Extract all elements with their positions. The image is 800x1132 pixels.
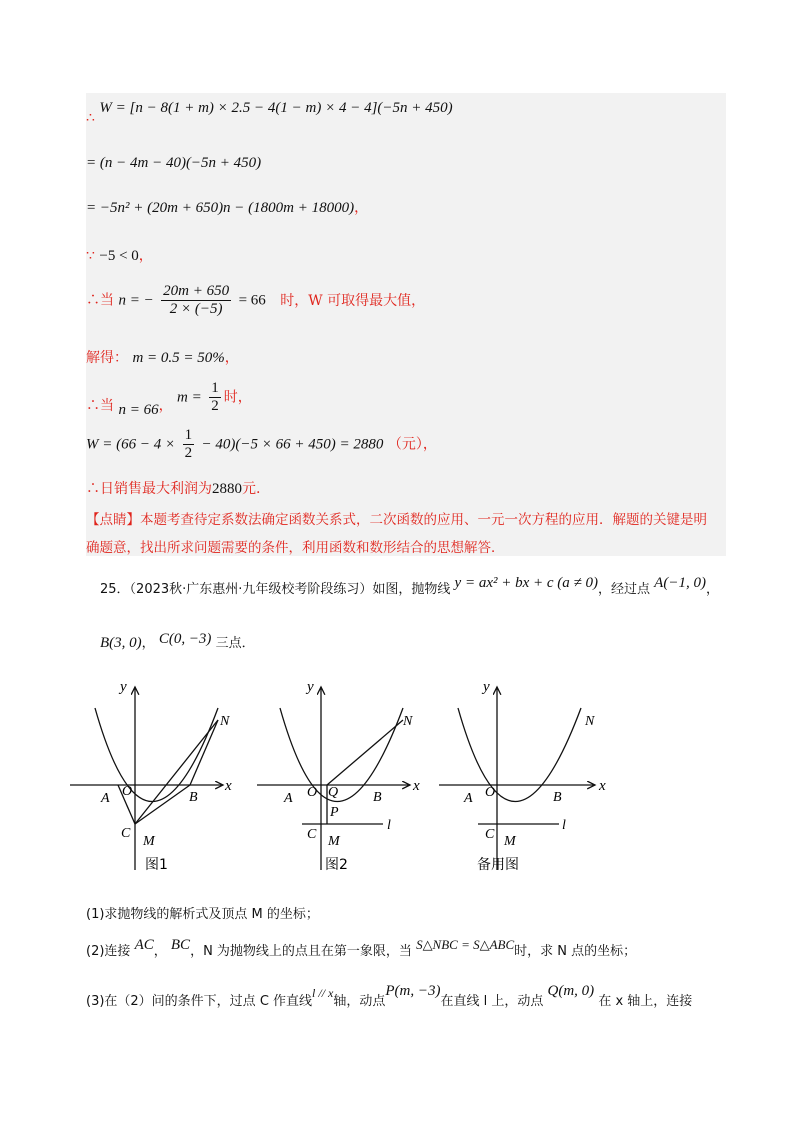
label-b-2: B (373, 790, 382, 805)
sub-question-3 (86, 983, 693, 1010)
axis-formula-rhs: = 66 (238, 292, 266, 309)
point-p: P(m, −3) (385, 983, 441, 999)
label-q-2: Q (328, 785, 339, 800)
punctuation: ， (705, 582, 719, 597)
sub-question-3-c: 在直线 l 上，动点 (440, 994, 544, 1009)
text-max-value: 时，W 可取得最大值， (280, 292, 426, 309)
fraction-denominator: 2 × (−5) (169, 301, 223, 317)
inequality: −5 < 0 (99, 248, 139, 264)
line-l-parallel: l // x (312, 986, 334, 1000)
equation-w-expanded: W = [n − 8(1 + m) × 2.5 − 4(1 − m) × 4 − 4](−5n + 450) (99, 100, 453, 116)
figure-3 (439, 687, 595, 870)
punctuation: ， (158, 397, 173, 414)
label-l-2: l (387, 818, 391, 833)
sub-question-3-a: (3)在（2）问的条件下，过点 C 作直线 (86, 994, 313, 1009)
fraction-denominator: 2 (211, 398, 219, 414)
label-b-1: B (189, 790, 198, 805)
sub-question-2-c: 时，求 N 点的坐标； (514, 944, 637, 959)
solution-line-1 (86, 100, 453, 126)
label-o-1: O (122, 784, 133, 799)
sub-question-3-d: 在 x 轴上，连接 (598, 994, 693, 1009)
y-label-1: y (120, 679, 127, 695)
sub-question-1 (86, 903, 319, 922)
point-b: B(3, 0) (100, 635, 142, 651)
sub-question-2-b: ，N 为抛物线上的点且在第一象限，当 (190, 944, 412, 959)
solution-line-7 (86, 380, 252, 418)
punctuation: ， (224, 350, 239, 366)
comment-line-2 (86, 536, 505, 556)
figures-panel (65, 675, 625, 890)
therefore-symbol: ∴ (86, 110, 95, 126)
profit-rhs: − 40)(−5 × 66 + 450) = 2880 (201, 436, 384, 453)
label-n-1: N (220, 714, 230, 729)
parabola-1 (95, 708, 218, 802)
text-when: ∴当 (86, 292, 114, 309)
fraction-numerator: 1 (211, 380, 219, 396)
point-q: Q(m, 0) (547, 983, 595, 999)
comment-text-1: 本题考查待定系数法确定函数关系式，二次函数的应用、一元一次方程的应用．解题的关键是明 (140, 512, 707, 528)
text-three-points: 三点． (215, 636, 255, 651)
axis-formula-lhs: n = − (118, 292, 154, 309)
segment-bn-1 (190, 720, 218, 785)
sub-question-2-a: (2)连接 (86, 944, 131, 959)
figures-svg (65, 675, 625, 890)
comment-line-1 (86, 508, 707, 528)
label-p-2: P (330, 805, 339, 820)
solution-line-2 (86, 155, 261, 172)
label-n-2: N (403, 714, 413, 729)
label-o-2: O (307, 785, 318, 800)
label-l-3: l (562, 818, 566, 833)
question-line-2 (100, 632, 255, 652)
question-source: （2023秋·广东惠州·九年级校考阶段练习）如图，抛物线 (129, 582, 451, 597)
text-when: ∴当 (86, 397, 114, 414)
text-yuan: 元. (242, 481, 261, 497)
solution-line-5 (86, 283, 425, 318)
comment-text-2: 确题意，找出所求问题需要的条件，利用函数和数形结合的思想解答． (86, 540, 505, 556)
question-line-1 (100, 575, 719, 598)
label-b-3: B (553, 790, 562, 805)
y-label-3: y (483, 679, 490, 695)
parabola-equation: y = ax² + bx + c (a ≠ 0) (454, 575, 599, 591)
text-max-profit: ∴日销售最大利润为 (86, 481, 212, 497)
text-solve: 解得： (86, 350, 128, 366)
text-time: 时， (223, 389, 252, 406)
solution-line-8 (86, 427, 437, 462)
max-profit-value: 2880 (212, 481, 242, 497)
fraction (209, 380, 221, 415)
sub-question-1-text: (1)求抛物线的解析式及顶点 M 的坐标； (86, 907, 319, 922)
segment-cb-1 (135, 785, 190, 824)
label-n-3: N (585, 714, 595, 729)
punctuation: ， (354, 200, 369, 216)
label-a-3: A (464, 791, 473, 806)
text-through: ，经过点 (598, 582, 651, 597)
sub-question-2 (86, 937, 637, 960)
label-m-2: M (328, 834, 340, 849)
punctuation: ， (153, 944, 167, 959)
parabola-3 (458, 708, 581, 802)
solution-line-3 (86, 197, 368, 217)
y-label-2: y (307, 679, 314, 695)
fraction (161, 283, 231, 318)
fraction (183, 427, 195, 462)
question-number: 25． (100, 582, 130, 597)
figure-2-label: 图2 (325, 857, 348, 873)
label-a-2: A (284, 791, 293, 806)
x-label-2: x (413, 778, 420, 794)
segment-cn-1 (135, 720, 218, 824)
label-c-2: C (307, 827, 317, 842)
punctuation: ， (138, 248, 153, 264)
label-m-3: M (504, 834, 516, 849)
n-value: n = 66 (118, 401, 159, 418)
fraction-denominator: 2 (184, 445, 193, 461)
segment-bc: BC (170, 937, 191, 953)
m-value: m = 0.5 = 50% (132, 350, 225, 366)
figure-1-label: 图1 (145, 857, 168, 873)
solution-line-6 (86, 347, 239, 367)
area-condition: S△NBC = S△ABC (416, 937, 515, 952)
label-c-1: C (121, 826, 131, 841)
comment-tag: 【点睛】 (86, 512, 140, 528)
unit-yuan: （元）， (387, 436, 437, 453)
x-label-1: x (225, 778, 232, 794)
profit-lhs: W = (66 − 4 × (86, 436, 176, 453)
parabola-2 (280, 708, 403, 802)
equation-quadratic: = −5n² + (20m + 650)n − (1800m + 18000) (86, 200, 355, 216)
equation-factored: = (n − 4m − 40)(−5n + 450) (86, 155, 262, 171)
x-label-3: x (599, 778, 606, 794)
point-c: C(0, −3) (158, 631, 212, 647)
label-c-3: C (485, 827, 495, 842)
segment-qn-2 (327, 720, 403, 785)
solution-line-4 (86, 245, 153, 265)
fraction-numerator: 20m + 650 (163, 283, 230, 299)
label-a-1: A (101, 791, 110, 806)
solution-line-9 (86, 478, 260, 498)
sub-question-3-b: 轴，动点 (333, 994, 386, 1009)
punctuation: ， (141, 636, 155, 651)
segment-ac: AC (134, 937, 154, 953)
fraction-numerator: 1 (184, 427, 193, 443)
label-o-3: O (485, 785, 496, 800)
because-symbol: ∵ (86, 248, 95, 264)
point-a: A(−1, 0) (654, 575, 706, 591)
label-m-1: M (143, 834, 155, 849)
m-lhs: m = (177, 389, 202, 406)
figure-3-label: 备用图 (477, 857, 519, 873)
